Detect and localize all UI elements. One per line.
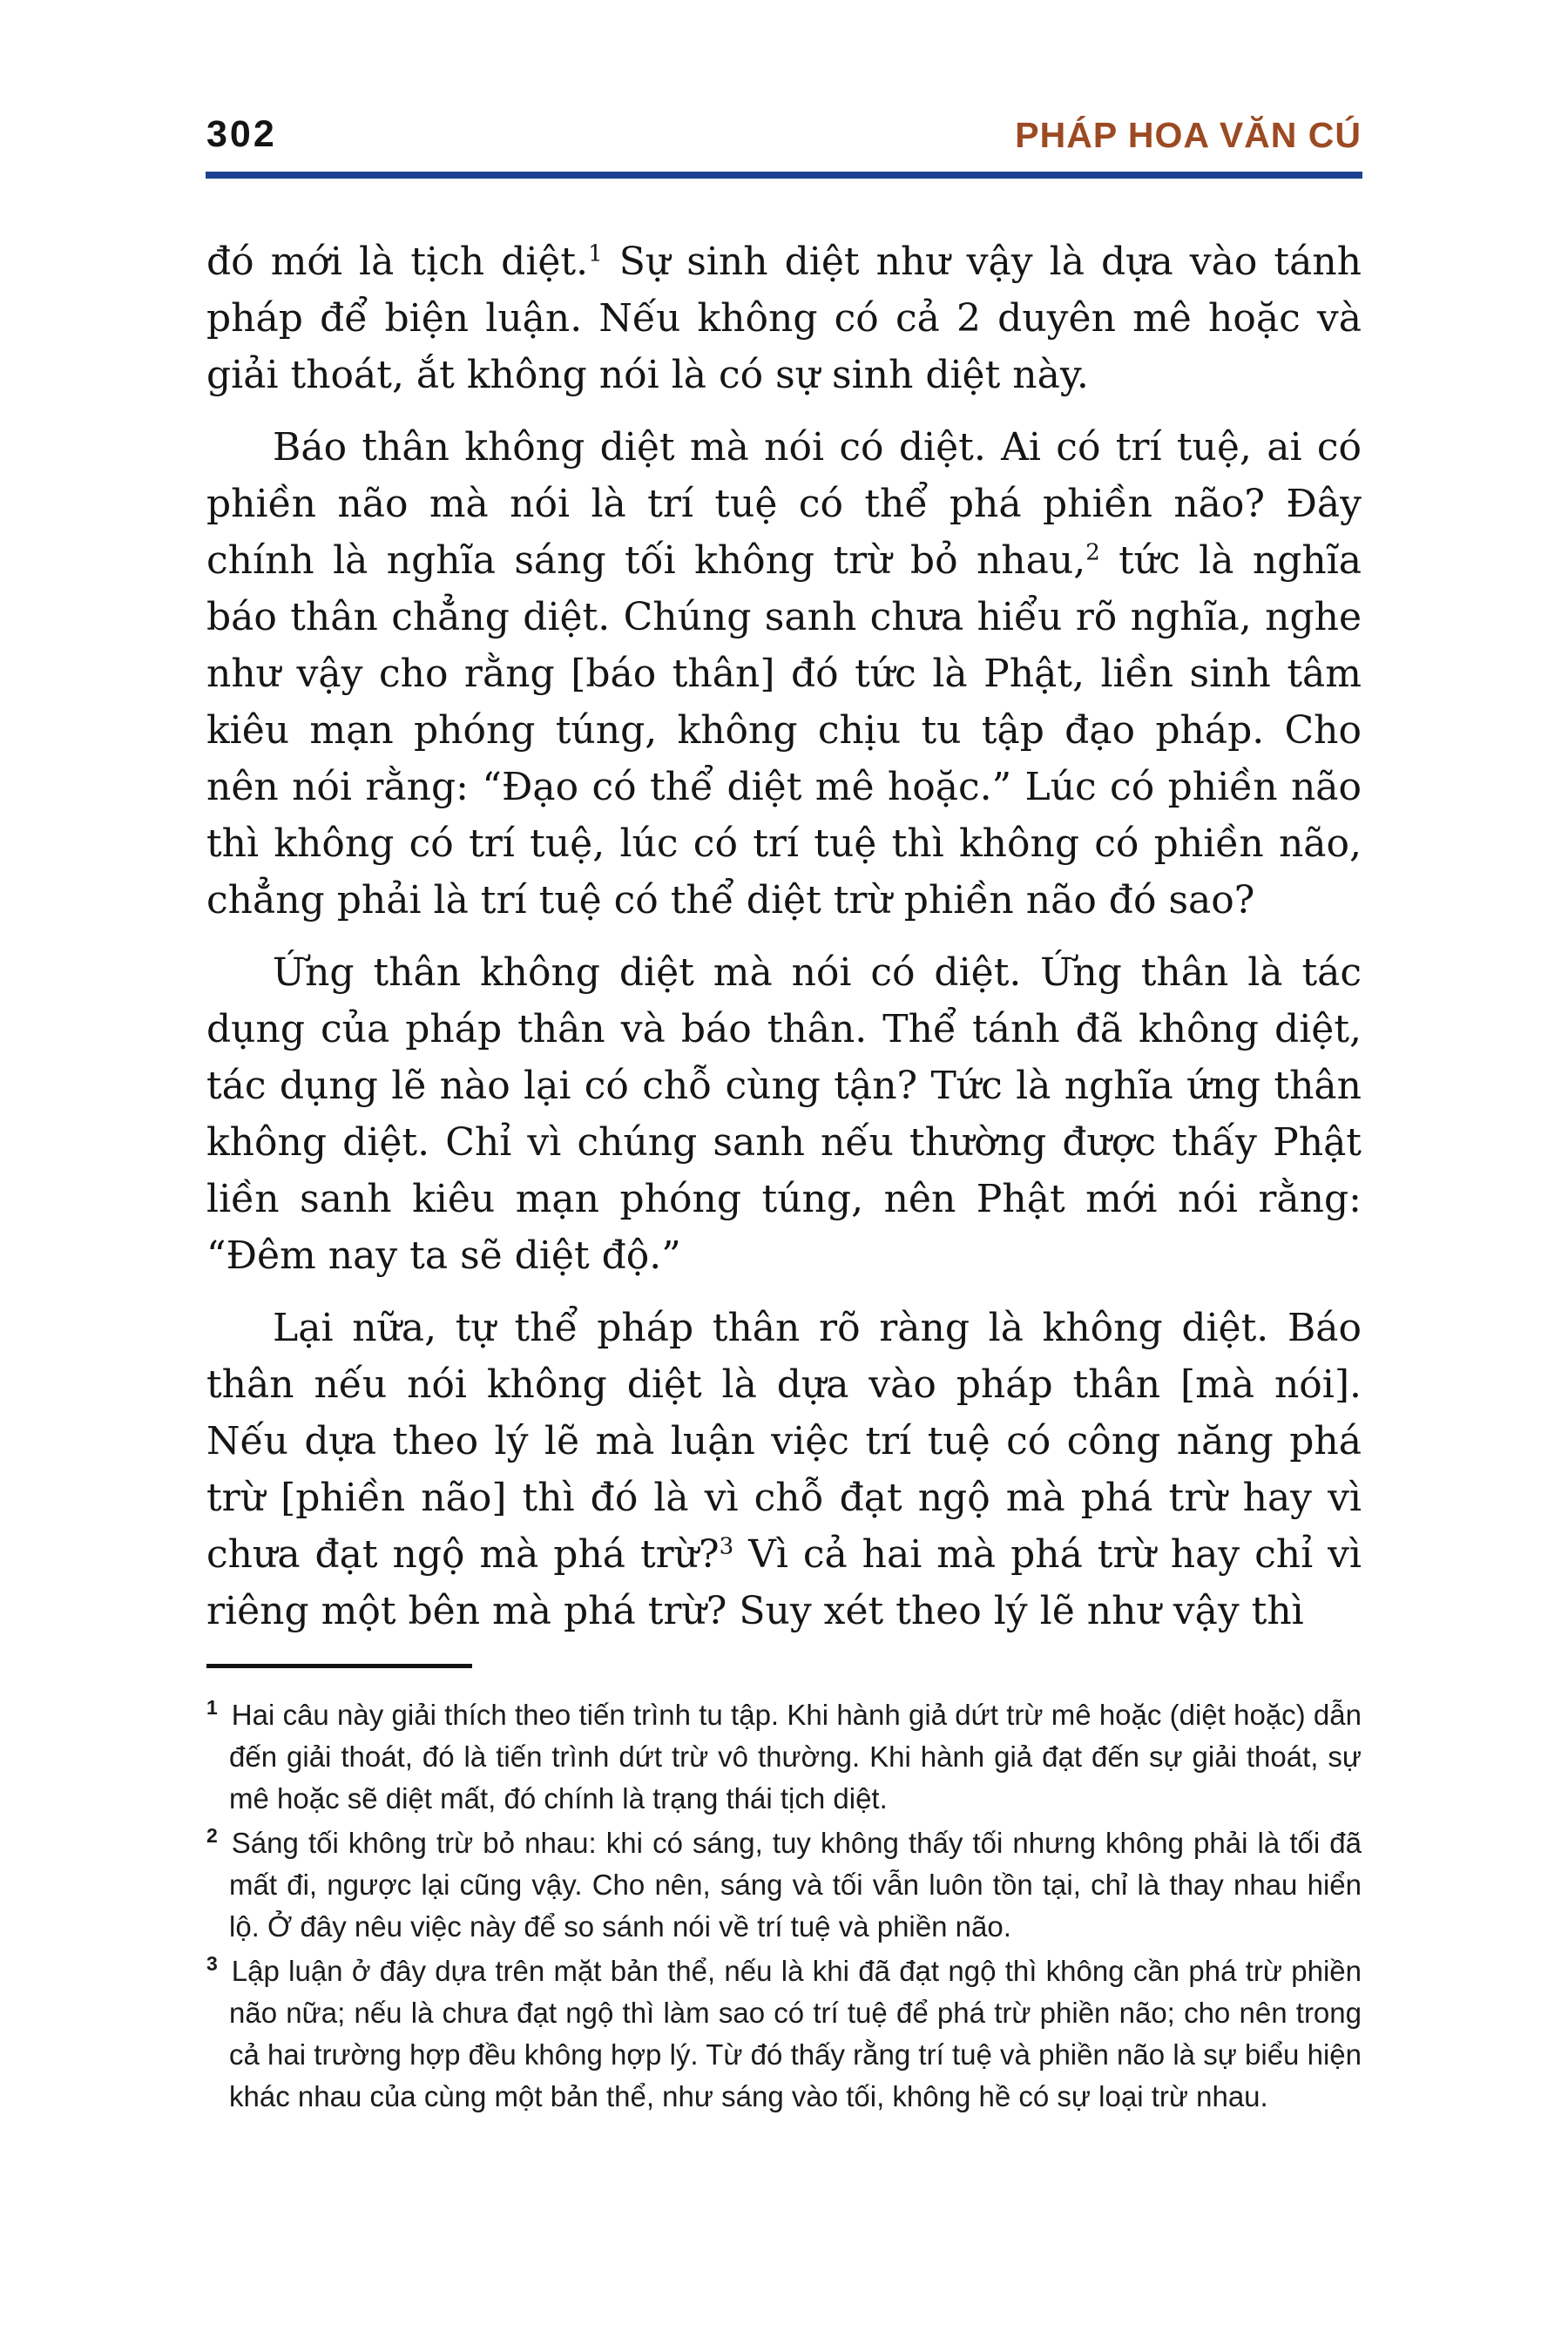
footnote bbox=[206, 1950, 1362, 2118]
footnote-text: Hai câu này giải thích theo tiến trình tu tập. Khi hành giả dứt trừ mê hoặc (diệt hoặc) dẫn đến giải thoát, đó là tiến trình dứt trừ vô thường. Khi hành giả đạt đến sự giải thoát, sự mê hoặc sẽ diệt mất, đó chính là trạng thái tịch diệt. bbox=[229, 1699, 1362, 1815]
footnote-separator bbox=[206, 1664, 472, 1668]
body-text-segment: Lại nữa, tự thể pháp thân rõ ràng là không diệt. Báo thân nếu nói không diệt là dựa vào pháp thân [mà nói]. Nếu dựa theo lý lẽ mà luận việc trí tuệ có công năng phá trừ [phiền não] thì đó là vì chỗ đạt ngộ mà phá trừ hay vì chưa đạt ngộ mà phá trừ? bbox=[206, 1306, 1362, 1577]
footnote-marker: 3 bbox=[206, 1952, 218, 1975]
footnote-text: Sáng tối không trừ bỏ nhau: khi có sáng, tuy không thấy tối nhưng không phải là tối đã mất đi, ngược lại cũng vậy. Cho nên, sáng và tối vẫn luôn tồn tại, chỉ là thay nhau hiển lộ. Ở đây nêu việc này để so sánh nói về trí tuệ và phiền não. bbox=[229, 1827, 1362, 1943]
paragraph bbox=[206, 233, 1362, 403]
page-header bbox=[206, 113, 1362, 156]
page-number: 302 bbox=[206, 113, 277, 155]
body-text bbox=[206, 233, 1362, 1639]
footnote-marker: 2 bbox=[206, 1824, 218, 1847]
body-text-segment: Sự sinh diệt như vậy là dựa vào tánh pháp để biện luận. Nếu không có cả 2 duyên mê hoặc và giải thoát, ắt không nói là có sự sinh diệt này. bbox=[206, 240, 1362, 397]
header-rule bbox=[206, 172, 1362, 179]
footnotes bbox=[206, 1694, 1362, 2118]
footnote-text: Lập luận ở đây dựa trên mặt bản thể, nếu là khi đã đạt ngộ thì không cần phá trừ phiền não nữa; nếu là chưa đạt ngộ thì làm sao có trí tuệ để phá trừ phiền não; cho nên trong cả hai trường hợp đều không hợp lý. Từ đó thấy rằng trí tuệ và phiền não là sự biểu hiện khác nhau của cùng một bản thể, như sáng vào tối, không hề có sự loại trừ nhau. bbox=[229, 1955, 1362, 2112]
footnote bbox=[206, 1822, 1362, 1948]
running-title: PHÁP HOA VĂN CÚ bbox=[1015, 115, 1362, 155]
paragraph bbox=[206, 944, 1362, 1284]
body-text-segment: Vì cả hai mà phá trừ hay chỉ vì riêng một bên mà phá trừ? Suy xét theo lý lẽ như vậy thì bbox=[206, 1532, 1362, 1633]
footnote-reference: 3 bbox=[719, 1533, 734, 1560]
paragraph bbox=[206, 419, 1362, 929]
body-text-segment: Ứng thân không diệt mà nói có diệt. Ứng thân là tác dụng của pháp thân và báo thân. Thể tánh đã không diệt, tác dụng lẽ nào lại có chỗ cùng tận? Tức là nghĩa ứng thân không diệt. Chỉ vì chúng sanh nếu thường được thấy Phật liền sanh kiêu mạn phóng túng, nên Phật mới nói rằng: “Đêm nay ta sẽ diệt độ.” bbox=[206, 950, 1362, 1278]
footnote-reference: 1 bbox=[588, 240, 603, 267]
paragraph bbox=[206, 1300, 1362, 1639]
footnote bbox=[206, 1694, 1362, 1820]
body-text-segment: Báo thân không diệt mà nói có diệt. Ai có trí tuệ, ai có phiền não mà nói là trí tuệ có thể phá phiền não? Đây chính là nghĩa sáng tối không trừ bỏ nhau, bbox=[206, 425, 1362, 583]
page-column bbox=[206, 233, 1362, 2120]
body-text-segment: tức là nghĩa báo thân chẳng diệt. Chúng sanh chưa hiểu rõ nghĩa, nghe như vậy cho rằng [báo thân] đó tức là Phật, liền sinh tâm kiêu mạn phóng túng, không chịu tu tập đạo pháp. Cho nên nói rằng: “Đạo có thể diệt mê hoặc.” Lúc có phiền não thì không có trí tuệ, lúc có trí tuệ thì không có phiền não, chẳng phải là trí tuệ có thể diệt trừ phiền não đó sao? bbox=[206, 538, 1362, 923]
body-text-segment: đó mới là tịch diệt. bbox=[206, 240, 589, 284]
footnote-reference: 2 bbox=[1085, 539, 1100, 566]
footnote-marker: 1 bbox=[206, 1696, 218, 1719]
